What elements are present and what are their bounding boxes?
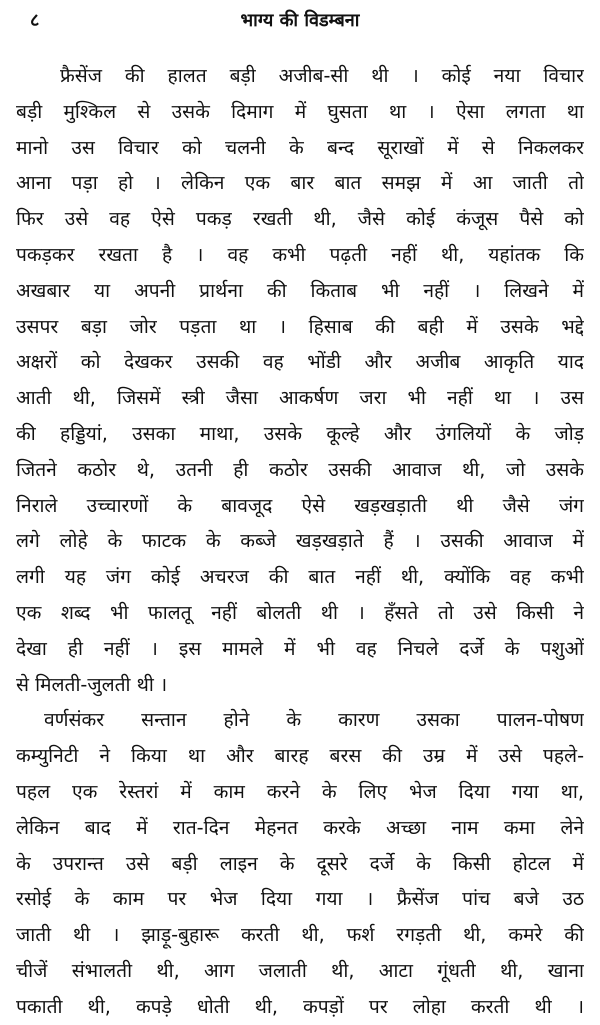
- text-line: से मिलती-जुलती थी ।: [16, 672, 168, 696]
- text-line: रसोई के काम पर भेज दिया गया । फ्रैसेंज पांच बजे उठ: [16, 887, 584, 911]
- text-line: लगे लोहे के फाटक के कब्जे खड़खड़ाते हैं । उसकी आवाज में: [16, 529, 584, 553]
- text-line: निराले उच्चारणों के बावजूद ऐसे खड़खड़ाती थी जैसे जंग: [16, 493, 584, 517]
- text-line: की हड्डियां, उसका माथा, उसके कूल्हे और उंगलियों के जोड़: [16, 421, 584, 445]
- text-line: एक शब्द भी फालतू नहीं बोलती थी । हँसते तो उसे किसी ने: [16, 600, 584, 624]
- text-line: बड़ी मुश्किल से उसके दिमाग में घुसता था । ऐसा लगता था: [16, 99, 584, 123]
- text-line: वर्णसंकर सन्तान होने के कारण उसका पालन-पोषण: [44, 708, 584, 732]
- text-line: आना पड़ा हो । लेकिन एक बार बात समझ में आ जाती तो: [16, 171, 584, 195]
- text-line: अक्षरों को देखकर उसकी वह भोंडी और अजीब आकृति याद: [16, 350, 584, 374]
- text-line: उसपर बड़ा जोर पड़ता था । हिसाब की बही में उसके भद्दे: [16, 314, 584, 338]
- page-number: ८: [30, 10, 40, 31]
- text-line: कम्युनिटी ने किया था और बारह बरस की उम्र में उसे पहले-: [16, 744, 584, 768]
- page-header: [16, 6, 584, 40]
- text-line: जाती थी । झाड़ू-बुहारू करती थी, फर्श रगड़ती थी, कमरे की: [16, 923, 584, 947]
- text-line: पहल एक रेस्तरां में काम करने के लिए भेज दिया गया था,: [16, 779, 584, 803]
- body-text: [16, 58, 584, 1025]
- text-line: आती थी, जिसमें स्त्री जैसा आकर्षण जरा भी नहीं था । उस: [16, 386, 584, 410]
- text-line: पकाती थी, कपड़े धोती थी, कपड़ों पर लोहा करती थी ।: [16, 994, 584, 1018]
- text-line: पकड़कर रखता है । वह कभी पढ़ती नहीं थी, यहांतक कि: [16, 242, 584, 266]
- paragraph-2: [16, 702, 584, 1024]
- text-line: जितने कठोर थे, उतनी ही कठोर उसकी आवाज थी, जो उसके: [16, 457, 584, 481]
- text-line: चीजें संभालती थी, आग जलाती थी, आटा गूंधती थी, खाना: [16, 958, 584, 982]
- text-line: अखबार या अपनी प्रार्थना की किताब भी नहीं । लिखने में: [16, 278, 584, 302]
- paragraph-1: [16, 58, 584, 702]
- text-line: फ्रैसेंज की हालत बड़ी अजीब-सी थी । कोई नया विचार: [60, 64, 584, 87]
- running-title: भाग्य की विडम्बना: [240, 10, 360, 31]
- text-line: मानो उस विचार को चलनी के बन्द सूराखों में से निकलकर: [16, 135, 584, 159]
- text-line: लगी यह जंग कोई अचरज की बात नहीं थी, क्योंकि वह कभी: [16, 565, 584, 589]
- text-line: के उपरान्त उसे बड़ी लाइन के दूसरे दर्जे के किसी होटल में: [16, 851, 584, 875]
- text-line: देखा ही नहीं । इस मामले में भी वह निचले दर्जे के पशुओं: [16, 636, 584, 660]
- text-line: लेकिन बाद में रात-दिन मेहनत करके अच्छा नाम कमा लेने: [16, 815, 584, 839]
- text-line: फिर उसे वह ऐसे पकड़ रखती थी, जैसे कोई कंजूस पैसे को: [16, 207, 584, 231]
